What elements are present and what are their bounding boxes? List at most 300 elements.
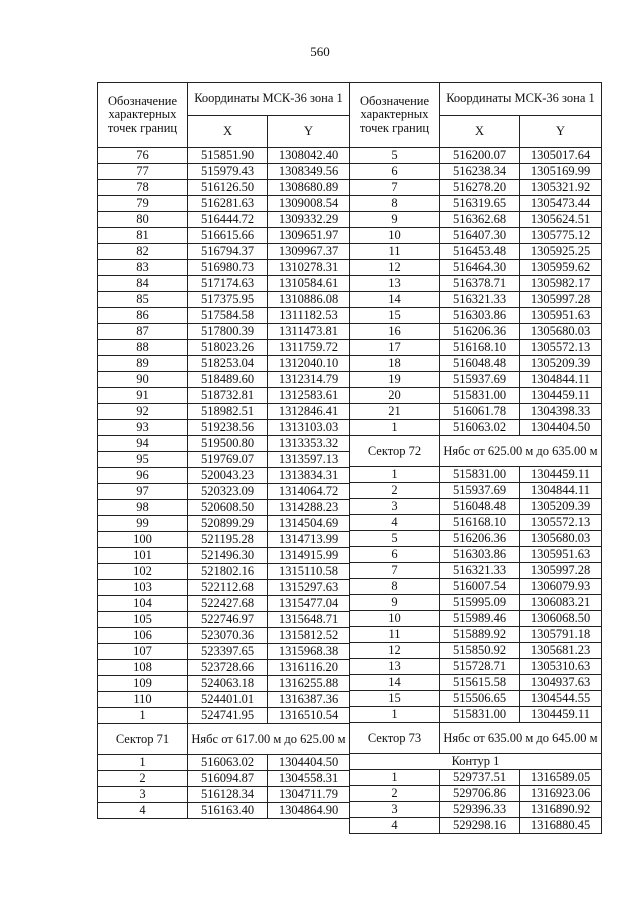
table-row <box>98 468 350 484</box>
coord-x: 519500.80 <box>188 436 268 452</box>
table-row <box>350 659 602 675</box>
coord-x: 518489.60 <box>188 372 268 388</box>
coord-y: 1309008.54 <box>268 196 350 212</box>
point-id: 14 <box>350 675 440 691</box>
coord-x: 516048.48 <box>440 356 520 372</box>
table-row <box>350 180 602 196</box>
table-row <box>350 244 602 260</box>
coord-y: 1304558.31 <box>268 771 350 787</box>
point-id: 86 <box>98 308 188 324</box>
coord-x: 516321.33 <box>440 563 520 579</box>
table-row <box>98 356 350 372</box>
table-row <box>350 212 602 228</box>
table-row <box>350 770 602 786</box>
coord-x: 520608.50 <box>188 500 268 516</box>
coord-x: 515937.69 <box>440 372 520 388</box>
coord-x: 516407.30 <box>440 228 520 244</box>
point-id: 90 <box>98 372 188 388</box>
point-id: 7 <box>350 563 440 579</box>
coord-y: 1305959.62 <box>520 260 602 276</box>
point-id: 2 <box>98 771 188 787</box>
table-row <box>350 292 602 308</box>
coord-y: 1305473.44 <box>520 196 602 212</box>
point-id: 82 <box>98 244 188 260</box>
coord-x: 515937.69 <box>440 483 520 499</box>
point-id: 76 <box>98 148 188 164</box>
sector-header-row <box>98 724 350 755</box>
coord-y: 1305982.17 <box>520 276 602 292</box>
coord-x: 515989.46 <box>440 611 520 627</box>
point-id: 83 <box>98 260 188 276</box>
point-id: 98 <box>98 500 188 516</box>
coord-y: 1304937.63 <box>520 675 602 691</box>
header-coordinates: Координаты МСК-36 зона 1 <box>188 83 350 116</box>
table-row <box>98 660 350 676</box>
coord-y: 1305169.99 <box>520 164 602 180</box>
coord-x: 515831.00 <box>440 707 520 723</box>
coord-y: 1310584.61 <box>268 276 350 292</box>
point-id: 6 <box>350 547 440 563</box>
point-id: 80 <box>98 212 188 228</box>
coord-x: 516615.66 <box>188 228 268 244</box>
header-designation: Обозначение характерных точек границ <box>98 83 188 148</box>
table-row <box>98 324 350 340</box>
point-id: 12 <box>350 643 440 659</box>
coord-x: 522746.97 <box>188 612 268 628</box>
table-row <box>350 260 602 276</box>
sector-header-row <box>350 436 602 467</box>
table-row <box>350 164 602 180</box>
coord-x: 516362.68 <box>440 212 520 228</box>
coord-x: 517584.58 <box>188 308 268 324</box>
coord-x: 524401.01 <box>188 692 268 708</box>
coord-y: 1312583.61 <box>268 388 350 404</box>
point-id: 5 <box>350 531 440 547</box>
coord-y: 1316890.92 <box>520 802 602 818</box>
coord-y: 1312040.10 <box>268 356 350 372</box>
table-row <box>98 644 350 660</box>
coord-y: 1304864.90 <box>268 803 350 819</box>
coord-y: 1316387.36 <box>268 692 350 708</box>
table-row <box>350 356 602 372</box>
coord-y: 1313103.03 <box>268 420 350 436</box>
point-id: 95 <box>98 452 188 468</box>
coord-y: 1314288.23 <box>268 500 350 516</box>
coord-x: 515831.00 <box>440 467 520 483</box>
coord-x: 520043.23 <box>188 468 268 484</box>
table-row <box>350 786 602 802</box>
coord-x: 516163.40 <box>188 803 268 819</box>
coord-y: 1315648.71 <box>268 612 350 628</box>
coord-x: 518732.81 <box>188 388 268 404</box>
coord-x: 516980.73 <box>188 260 268 276</box>
coord-x: 515615.58 <box>440 675 520 691</box>
table-row <box>350 404 602 420</box>
table-row <box>350 611 602 627</box>
point-id: 3 <box>350 499 440 515</box>
coord-y: 1314915.99 <box>268 548 350 564</box>
header-designation: Обозначение характерных точек границ <box>350 83 440 148</box>
coord-y: 1305572.13 <box>520 515 602 531</box>
point-id: 20 <box>350 388 440 404</box>
coord-x: 522427.68 <box>188 596 268 612</box>
table-row <box>98 244 350 260</box>
coord-y: 1305951.63 <box>520 308 602 324</box>
table-row <box>350 802 602 818</box>
coord-x: 517375.95 <box>188 292 268 308</box>
contour-row <box>350 754 602 770</box>
coord-y: 1305321.92 <box>520 180 602 196</box>
point-id: 15 <box>350 308 440 324</box>
point-id: 17 <box>350 340 440 356</box>
table-row <box>98 196 350 212</box>
coord-x: 522112.68 <box>188 580 268 596</box>
coord-y: 1316510.54 <box>268 708 350 724</box>
point-id: 7 <box>350 180 440 196</box>
table-row <box>98 628 350 644</box>
point-id: 1 <box>350 420 440 436</box>
point-id: 4 <box>350 515 440 531</box>
header-y: Y <box>520 116 602 148</box>
coord-y: 1305209.39 <box>520 356 602 372</box>
coord-y: 1304844.11 <box>520 372 602 388</box>
coord-y: 1305310.63 <box>520 659 602 675</box>
coord-y: 1313353.32 <box>268 436 350 452</box>
table-row <box>98 148 350 164</box>
point-id: 108 <box>98 660 188 676</box>
coord-x: 516238.34 <box>440 164 520 180</box>
coord-x: 516319.65 <box>440 196 520 212</box>
coord-y: 1312846.41 <box>268 404 350 420</box>
coord-x: 518023.26 <box>188 340 268 356</box>
coord-x: 524063.18 <box>188 676 268 692</box>
point-id: 9 <box>350 212 440 228</box>
point-id: 102 <box>98 564 188 580</box>
table-row <box>98 516 350 532</box>
table-row <box>350 276 602 292</box>
coord-x: 523728.66 <box>188 660 268 676</box>
table-row <box>98 548 350 564</box>
point-id: 105 <box>98 612 188 628</box>
coord-y: 1305997.28 <box>520 292 602 308</box>
coord-y: 1308349.56 <box>268 164 350 180</box>
table-row <box>350 148 602 164</box>
point-id: 78 <box>98 180 188 196</box>
coord-y: 1305997.28 <box>520 563 602 579</box>
coord-x: 520899.29 <box>188 516 268 532</box>
coord-y: 1304544.55 <box>520 691 602 707</box>
coord-y: 1312314.79 <box>268 372 350 388</box>
point-id: 6 <box>350 164 440 180</box>
table-row <box>98 803 350 819</box>
coord-y: 1304404.50 <box>520 420 602 436</box>
table-row <box>350 627 602 643</box>
table-row <box>98 532 350 548</box>
header-y: Y <box>268 116 350 148</box>
point-id: 3 <box>350 802 440 818</box>
point-id: 97 <box>98 484 188 500</box>
table-row <box>350 340 602 356</box>
table-row <box>350 691 602 707</box>
coord-y: 1305017.64 <box>520 148 602 164</box>
table-row <box>350 308 602 324</box>
coord-x: 524741.95 <box>188 708 268 724</box>
table-row <box>350 547 602 563</box>
coord-y: 1315297.63 <box>268 580 350 596</box>
point-id: 103 <box>98 580 188 596</box>
coord-y: 1314713.99 <box>268 532 350 548</box>
point-id: 77 <box>98 164 188 180</box>
table-row <box>350 388 602 404</box>
point-id: 13 <box>350 276 440 292</box>
coord-y: 1314064.72 <box>268 484 350 500</box>
table-row <box>350 420 602 436</box>
coord-y: 1315477.04 <box>268 596 350 612</box>
coord-x: 521802.16 <box>188 564 268 580</box>
sector-elevation-note: Нябс от 635.00 м до 645.00 м <box>440 723 602 754</box>
coord-x: 517800.39 <box>188 324 268 340</box>
coord-x: 516453.48 <box>440 244 520 260</box>
table-row <box>98 164 350 180</box>
coord-y: 1305624.51 <box>520 212 602 228</box>
coord-x: 516061.78 <box>440 404 520 420</box>
coord-y: 1305572.13 <box>520 340 602 356</box>
point-id: 94 <box>98 436 188 452</box>
coord-x: 516007.54 <box>440 579 520 595</box>
point-id: 81 <box>98 228 188 244</box>
point-id: 11 <box>350 627 440 643</box>
table-row <box>350 675 602 691</box>
point-id: 96 <box>98 468 188 484</box>
point-id: 93 <box>98 420 188 436</box>
coord-x: 516128.34 <box>188 787 268 803</box>
coord-y: 1305925.25 <box>520 244 602 260</box>
point-id: 1 <box>98 755 188 771</box>
table-row <box>98 180 350 196</box>
point-id: 14 <box>350 292 440 308</box>
coord-y: 1313597.13 <box>268 452 350 468</box>
coord-y: 1305209.39 <box>520 499 602 515</box>
point-id: 88 <box>98 340 188 356</box>
table-row <box>350 707 602 723</box>
header-x: X <box>188 116 268 148</box>
coord-x: 515850.92 <box>440 643 520 659</box>
table-row <box>98 228 350 244</box>
point-id: 19 <box>350 372 440 388</box>
coord-y: 1311473.81 <box>268 324 350 340</box>
coord-y: 1305680.03 <box>520 531 602 547</box>
coord-x: 516303.86 <box>440 547 520 563</box>
coord-x: 529298.16 <box>440 818 520 834</box>
coord-x: 516126.50 <box>188 180 268 196</box>
point-id: 104 <box>98 596 188 612</box>
table-row <box>350 563 602 579</box>
point-id: 9 <box>350 595 440 611</box>
point-id: 10 <box>350 611 440 627</box>
coord-y: 1305791.18 <box>520 627 602 643</box>
table-row <box>98 564 350 580</box>
table-row <box>98 420 350 436</box>
point-id: 89 <box>98 356 188 372</box>
table-row <box>350 818 602 834</box>
point-id: 12 <box>350 260 440 276</box>
table-row <box>350 467 602 483</box>
sector-name: Сектор 71 <box>98 724 188 755</box>
point-id: 85 <box>98 292 188 308</box>
coord-y: 1315968.38 <box>268 644 350 660</box>
table-row <box>350 579 602 595</box>
table-row <box>98 404 350 420</box>
page-number: 560 <box>310 44 330 59</box>
coord-y: 1306083.21 <box>520 595 602 611</box>
coord-y: 1316255.88 <box>268 676 350 692</box>
point-id: 109 <box>98 676 188 692</box>
point-id: 79 <box>98 196 188 212</box>
table-row <box>350 228 602 244</box>
coord-x: 515979.43 <box>188 164 268 180</box>
coord-x: 516321.33 <box>440 292 520 308</box>
table-row <box>98 580 350 596</box>
coord-x: 516464.30 <box>440 260 520 276</box>
coord-x: 515889.92 <box>440 627 520 643</box>
sector-name: Сектор 73 <box>350 723 440 754</box>
coord-y: 1304844.11 <box>520 483 602 499</box>
coord-x: 516200.07 <box>440 148 520 164</box>
header-coordinates: Координаты МСК-36 зона 1 <box>440 83 602 116</box>
table-row <box>350 595 602 611</box>
coord-x: 519769.07 <box>188 452 268 468</box>
coord-x: 515831.00 <box>440 388 520 404</box>
coord-x: 519238.56 <box>188 420 268 436</box>
table-row <box>350 643 602 659</box>
coord-y: 1305951.63 <box>520 547 602 563</box>
coord-x: 515995.09 <box>440 595 520 611</box>
table-row <box>98 308 350 324</box>
point-id: 84 <box>98 276 188 292</box>
coord-x: 516206.36 <box>440 324 520 340</box>
table-row <box>350 196 602 212</box>
coord-y: 1304404.50 <box>268 755 350 771</box>
point-id: 1 <box>350 707 440 723</box>
coord-x: 520323.09 <box>188 484 268 500</box>
coord-x: 515851.90 <box>188 148 268 164</box>
table-row <box>98 755 350 771</box>
contour-label: Контур 1 <box>350 754 602 770</box>
table-row <box>98 276 350 292</box>
coord-y: 1308680.89 <box>268 180 350 196</box>
point-id: 4 <box>98 803 188 819</box>
coord-x: 516206.36 <box>440 531 520 547</box>
coord-y: 1310278.31 <box>268 260 350 276</box>
coord-x: 523397.65 <box>188 644 268 660</box>
point-id: 100 <box>98 532 188 548</box>
point-id: 1 <box>350 467 440 483</box>
coord-y: 1304711.79 <box>268 787 350 803</box>
coord-x: 516063.02 <box>440 420 520 436</box>
table-row <box>350 483 602 499</box>
point-id: 15 <box>350 691 440 707</box>
table-row <box>98 708 350 724</box>
sector-elevation-note: Нябс от 625.00 м до 635.00 м <box>440 436 602 467</box>
coord-x: 516303.86 <box>440 308 520 324</box>
coord-x: 516794.37 <box>188 244 268 260</box>
table-row <box>350 372 602 388</box>
sector-header-row <box>350 723 602 754</box>
point-id: 8 <box>350 579 440 595</box>
coord-x: 516281.63 <box>188 196 268 212</box>
coord-y: 1311759.72 <box>268 340 350 356</box>
coord-x: 516278.20 <box>440 180 520 196</box>
point-id: 99 <box>98 516 188 532</box>
table-row <box>350 499 602 515</box>
point-id: 2 <box>350 483 440 499</box>
table-row <box>98 676 350 692</box>
table-row <box>98 212 350 228</box>
point-id: 92 <box>98 404 188 420</box>
coord-y: 1313834.31 <box>268 468 350 484</box>
coord-y: 1304459.11 <box>520 707 602 723</box>
coord-y: 1304398.33 <box>520 404 602 420</box>
coord-x: 529396.33 <box>440 802 520 818</box>
coord-x: 518253.04 <box>188 356 268 372</box>
point-id: 107 <box>98 644 188 660</box>
point-id: 87 <box>98 324 188 340</box>
coord-y: 1316589.05 <box>520 770 602 786</box>
table-row <box>98 612 350 628</box>
table-row <box>98 292 350 308</box>
coord-y: 1305775.12 <box>520 228 602 244</box>
coord-y: 1316923.06 <box>520 786 602 802</box>
coord-x: 516378.71 <box>440 276 520 292</box>
table-row <box>98 500 350 516</box>
point-id: 106 <box>98 628 188 644</box>
coord-y: 1306079.93 <box>520 579 602 595</box>
point-id: 5 <box>350 148 440 164</box>
point-id: 2 <box>350 786 440 802</box>
coord-x: 529706.86 <box>440 786 520 802</box>
table-row <box>98 260 350 276</box>
coord-x: 515506.65 <box>440 691 520 707</box>
coord-x: 515728.71 <box>440 659 520 675</box>
point-id: 110 <box>98 692 188 708</box>
coord-x: 529737.51 <box>440 770 520 786</box>
coord-y: 1305680.03 <box>520 324 602 340</box>
coordinates-table-right <box>349 82 602 834</box>
coord-y: 1308042.40 <box>268 148 350 164</box>
coord-y: 1310886.08 <box>268 292 350 308</box>
table-row <box>98 436 350 452</box>
coord-y: 1309967.37 <box>268 244 350 260</box>
table-row <box>350 515 602 531</box>
coord-y: 1309332.29 <box>268 212 350 228</box>
table-row <box>98 372 350 388</box>
coord-x: 521195.28 <box>188 532 268 548</box>
point-id: 101 <box>98 548 188 564</box>
coord-x: 516063.02 <box>188 755 268 771</box>
coord-x: 521496.30 <box>188 548 268 564</box>
point-id: 8 <box>350 196 440 212</box>
point-id: 1 <box>350 770 440 786</box>
point-id: 13 <box>350 659 440 675</box>
coord-x: 516168.10 <box>440 515 520 531</box>
sector-elevation-note: Нябс от 617.00 м до 625.00 м <box>188 724 350 755</box>
coord-y: 1309651.97 <box>268 228 350 244</box>
coord-x: 517174.63 <box>188 276 268 292</box>
table-row <box>98 787 350 803</box>
point-id: 16 <box>350 324 440 340</box>
coord-y: 1305681.23 <box>520 643 602 659</box>
coord-x: 516094.87 <box>188 771 268 787</box>
